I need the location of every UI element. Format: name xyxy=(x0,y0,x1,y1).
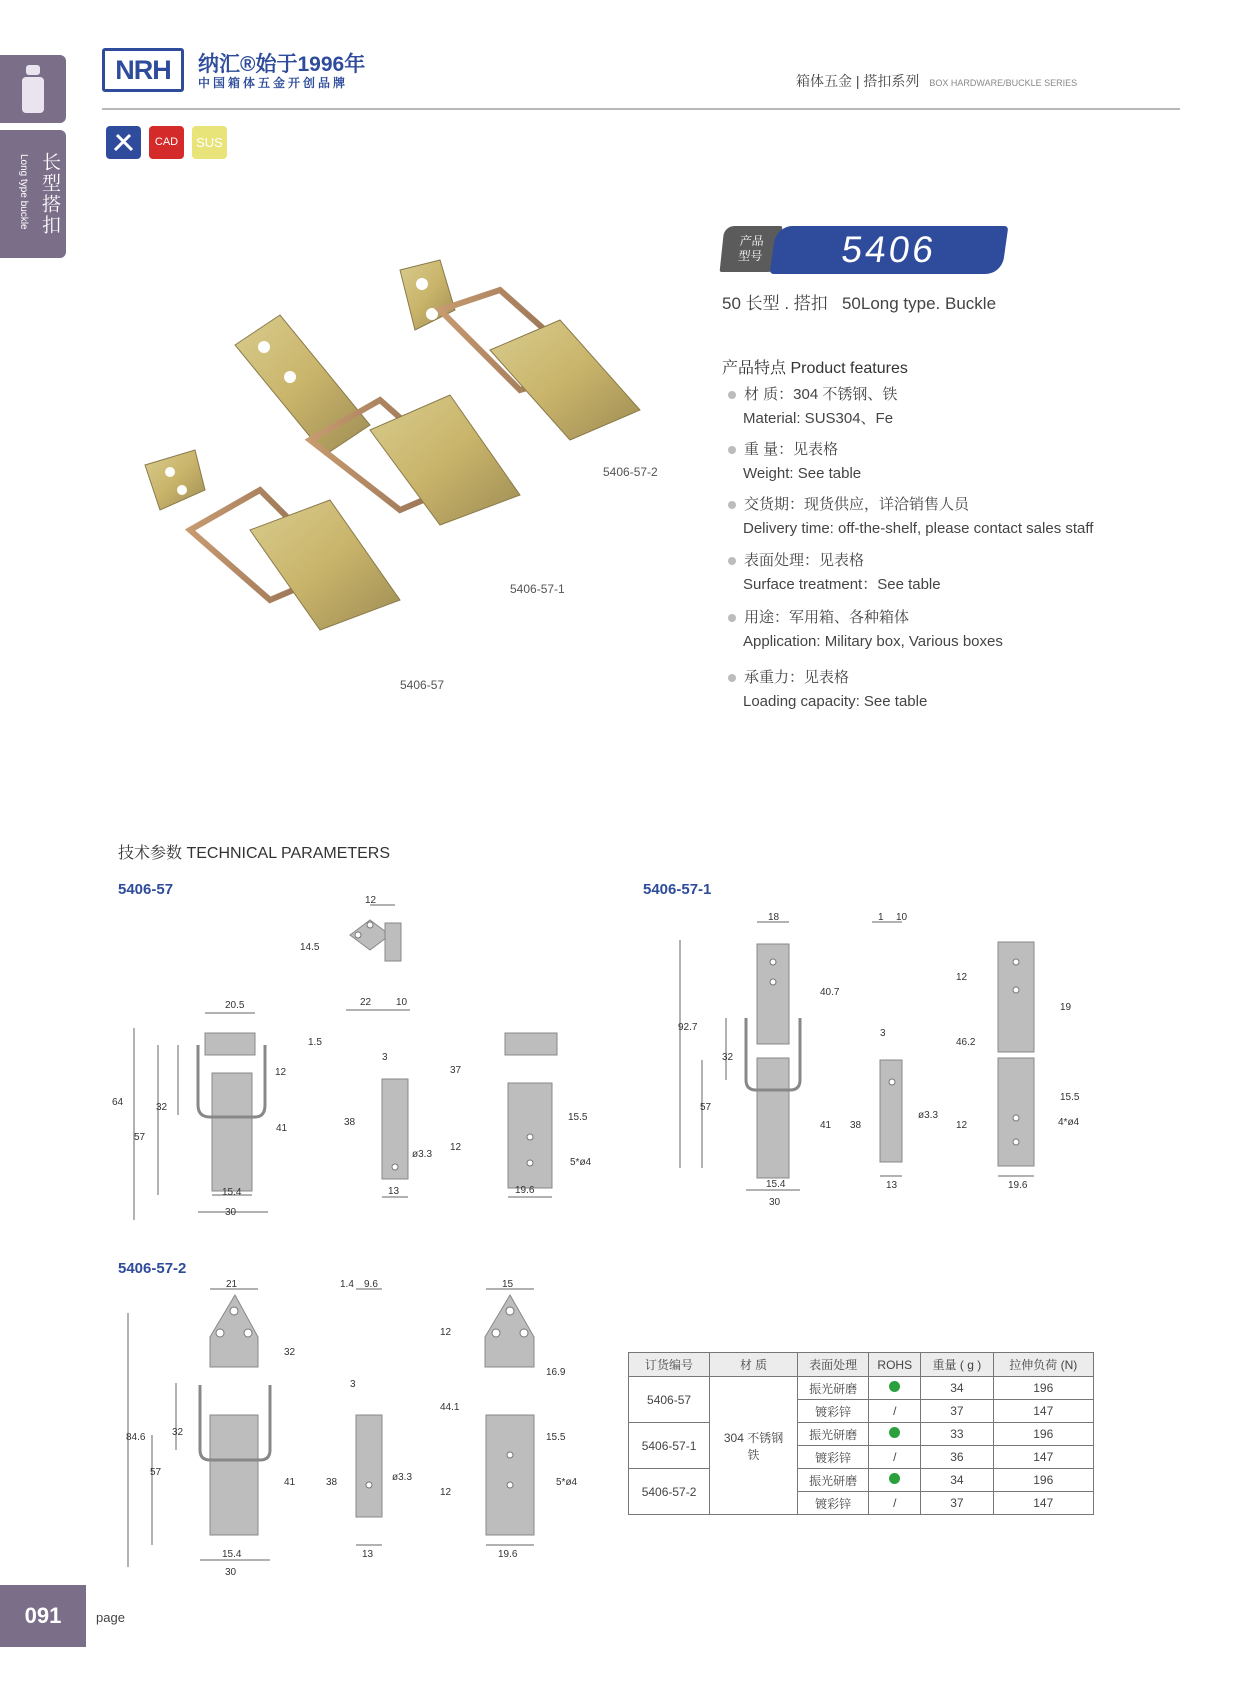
rohs-cell: / xyxy=(869,1492,921,1515)
sus-icon: SUS xyxy=(192,126,227,159)
brand-slogan: 中国箱体五金开创品牌 xyxy=(198,76,349,90)
svg-text:10: 10 xyxy=(396,997,408,1008)
svg-text:64: 64 xyxy=(112,1097,124,1108)
svg-text:18: 18 xyxy=(768,912,780,923)
feature-weight: 重 量：见表格 Weight: See table xyxy=(728,438,861,486)
load-cell: 147 xyxy=(993,1400,1093,1423)
svg-text:57: 57 xyxy=(150,1467,162,1478)
svg-text:37: 37 xyxy=(450,1065,462,1076)
series-en: BOX HARDWARE/BUCKLE SERIES xyxy=(929,78,1078,88)
page-number: 091 xyxy=(0,1585,86,1647)
svg-text:12: 12 xyxy=(440,1327,452,1338)
svg-text:46.2: 46.2 xyxy=(956,1037,976,1048)
svg-text:4*ø4: 4*ø4 xyxy=(1058,1117,1080,1128)
rohs-cell: / xyxy=(869,1446,921,1469)
svg-text:1.5: 1.5 xyxy=(308,1037,322,1048)
drawing-label-57: 5406-57 xyxy=(118,881,174,898)
svg-text:32: 32 xyxy=(722,1052,734,1063)
tool-icon xyxy=(106,126,141,159)
series-breadcrumb xyxy=(796,71,1077,91)
svg-text:15.5: 15.5 xyxy=(1060,1092,1080,1103)
col-surface: 表面处理 xyxy=(797,1353,868,1377)
weight-cell: 33 xyxy=(921,1423,993,1446)
svg-text:ø3.3: ø3.3 xyxy=(412,1149,433,1160)
order-code: 5406-57-1 xyxy=(629,1423,710,1469)
drawing-label-57-2: 5406-57-2 xyxy=(118,1260,187,1277)
load-cell: 147 xyxy=(993,1492,1093,1515)
svg-text:ø3.3: ø3.3 xyxy=(392,1472,413,1483)
photo-caption-57-1: 5406-57-1 xyxy=(510,582,565,596)
svg-text:15.5: 15.5 xyxy=(546,1432,566,1443)
surface-cell: 镀彩锌 xyxy=(797,1400,868,1423)
svg-text:12: 12 xyxy=(365,895,377,906)
svg-text:41: 41 xyxy=(284,1477,296,1488)
table-row xyxy=(629,1469,1094,1492)
feature-delivery: 交货期：现货供应，详洽销售人员 Delivery time: off-the-shelf, please contact sales staff xyxy=(728,493,1093,541)
svg-text:13: 13 xyxy=(886,1180,898,1191)
svg-text:12: 12 xyxy=(956,972,968,983)
svg-text:ø3.3: ø3.3 xyxy=(918,1110,939,1121)
svg-text:84.6: 84.6 xyxy=(126,1432,146,1443)
tech-params-title: 技术参数 TECHNICAL PARAMETERS xyxy=(118,845,391,862)
svg-text:1: 1 xyxy=(878,912,884,923)
svg-text:57: 57 xyxy=(700,1102,712,1113)
svg-text:20.5: 20.5 xyxy=(225,1000,245,1011)
feature-application: 用途：军用箱、各种箱体 Application: Military box, Various boxes xyxy=(728,606,1003,654)
brand-name: 纳汇®始于1996年 xyxy=(198,53,366,76)
feature-surface: 表面处理：见表格 Surface treatment：See table xyxy=(728,549,941,597)
svg-text:15.4: 15.4 xyxy=(766,1179,786,1190)
weight-cell: 36 xyxy=(921,1446,993,1469)
drawing-5406-57 xyxy=(110,895,610,1225)
cad-icon: CAD xyxy=(149,126,184,159)
svg-text:13: 13 xyxy=(362,1549,374,1560)
rohs-cell xyxy=(869,1377,921,1400)
feature-material: 材 质：304 不锈钢、铁 Material: SUS304、Fe xyxy=(728,383,897,431)
load-cell: 147 xyxy=(993,1446,1093,1469)
side-tab-label-cn: 长型搭扣 xyxy=(39,152,60,236)
col-order-code: 订货编号 xyxy=(629,1353,710,1377)
col-load: 拉伸负荷 (N) xyxy=(993,1353,1093,1377)
model-label: 产品 型号 xyxy=(720,226,783,272)
svg-text:22: 22 xyxy=(360,997,372,1008)
svg-text:44.1: 44.1 xyxy=(440,1402,460,1413)
svg-text:32: 32 xyxy=(156,1102,168,1113)
weight-cell: 37 xyxy=(921,1400,993,1423)
svg-text:13: 13 xyxy=(388,1186,400,1197)
header-rule xyxy=(102,108,1180,110)
order-code: 5406-57-2 xyxy=(629,1469,710,1515)
svg-text:92.7: 92.7 xyxy=(678,1022,698,1033)
surface-cell: 振光研磨 xyxy=(797,1377,868,1400)
load-cell: 196 xyxy=(993,1377,1093,1400)
rohs-compliant-dot xyxy=(889,1427,900,1438)
svg-text:30: 30 xyxy=(225,1567,237,1578)
surface-cell: 镀彩锌 xyxy=(797,1446,868,1469)
drawing-5406-57-2 xyxy=(110,1275,610,1578)
svg-text:19.6: 19.6 xyxy=(1008,1180,1028,1191)
svg-text:57: 57 xyxy=(134,1132,146,1143)
photo-caption-57: 5406-57 xyxy=(400,678,445,692)
svg-text:10: 10 xyxy=(896,912,908,923)
svg-text:12: 12 xyxy=(450,1142,462,1153)
svg-text:16.9: 16.9 xyxy=(546,1367,566,1378)
svg-text:5*ø4: 5*ø4 xyxy=(570,1157,592,1168)
svg-text:3: 3 xyxy=(350,1379,356,1390)
drawing-label-57-1: 5406-57-1 xyxy=(643,881,712,898)
col-weight: 重量 ( g ) xyxy=(921,1353,993,1377)
col-material: 材 质 xyxy=(710,1353,798,1377)
product-subtitle: 50 长型 . 搭扣 50Long type. Buckle xyxy=(722,294,997,313)
table-header-row xyxy=(629,1353,1094,1377)
model-number: 5406 xyxy=(770,226,1009,274)
svg-text:19.6: 19.6 xyxy=(498,1549,518,1560)
photo-caption-57-2: 5406-57-2 xyxy=(603,465,658,479)
svg-text:30: 30 xyxy=(769,1197,781,1208)
weight-cell: 34 xyxy=(921,1469,993,1492)
series-cn: 箱体五金 | 搭扣系列 xyxy=(796,73,920,89)
svg-text:19.6: 19.6 xyxy=(515,1185,535,1196)
spec-table xyxy=(628,1352,1094,1515)
surface-cell: 振光研磨 xyxy=(797,1469,868,1492)
buckle-icon xyxy=(0,55,66,123)
svg-text:12: 12 xyxy=(440,1487,452,1498)
svg-text:38: 38 xyxy=(850,1120,862,1131)
col-rohs: ROHS xyxy=(869,1353,921,1377)
surface-cell: 振光研磨 xyxy=(797,1423,868,1446)
rohs-cell xyxy=(869,1423,921,1446)
svg-text:9.6: 9.6 xyxy=(364,1279,378,1290)
svg-text:38: 38 xyxy=(326,1477,338,1488)
svg-text:12: 12 xyxy=(275,1067,287,1078)
svg-text:41: 41 xyxy=(276,1123,288,1134)
rohs-compliant-dot xyxy=(889,1473,900,1484)
table-row xyxy=(629,1423,1094,1446)
rohs-compliant-dot xyxy=(889,1381,900,1392)
order-code: 5406-57 xyxy=(629,1377,710,1423)
feature-loading: 承重力：见表格 Loading capacity: See table xyxy=(728,666,927,714)
page-label: page xyxy=(96,1610,125,1625)
material-cell: 304 不锈钢 铁 xyxy=(710,1377,798,1515)
load-cell: 196 xyxy=(993,1423,1093,1446)
weight-cell: 34 xyxy=(921,1377,993,1400)
features-title: 产品特点 Product features xyxy=(722,360,908,377)
svg-text:40.7: 40.7 xyxy=(820,987,840,998)
load-cell: 196 xyxy=(993,1469,1093,1492)
svg-text:12: 12 xyxy=(956,1120,968,1131)
svg-text:5*ø4: 5*ø4 xyxy=(556,1477,578,1488)
svg-text:41: 41 xyxy=(820,1120,832,1131)
nrh-logo: NRH xyxy=(102,48,184,92)
svg-text:3: 3 xyxy=(880,1028,886,1039)
rohs-cell xyxy=(869,1469,921,1492)
svg-text:15.4: 15.4 xyxy=(222,1187,242,1198)
surface-cell: 镀彩锌 xyxy=(797,1492,868,1515)
svg-text:21: 21 xyxy=(226,1279,238,1290)
svg-text:3: 3 xyxy=(382,1052,388,1063)
svg-text:30: 30 xyxy=(225,1207,237,1218)
table-row xyxy=(629,1377,1094,1400)
svg-text:15.5: 15.5 xyxy=(568,1112,588,1123)
side-tab-label-en: Long type buckle xyxy=(18,154,29,230)
svg-text:19: 19 xyxy=(1060,1002,1072,1013)
svg-text:38: 38 xyxy=(344,1117,356,1128)
svg-text:15.4: 15.4 xyxy=(222,1549,242,1560)
product-photo xyxy=(140,250,700,710)
svg-text:32: 32 xyxy=(172,1427,184,1438)
svg-text:32: 32 xyxy=(284,1347,296,1358)
side-tab-icon xyxy=(0,55,66,123)
svg-text:15: 15 xyxy=(502,1279,514,1290)
svg-text:1.4: 1.4 xyxy=(340,1279,354,1290)
weight-cell: 37 xyxy=(921,1492,993,1515)
svg-text:14.5: 14.5 xyxy=(300,942,320,953)
drawing-5406-57-1 xyxy=(660,900,1120,1208)
rohs-cell: / xyxy=(869,1400,921,1423)
